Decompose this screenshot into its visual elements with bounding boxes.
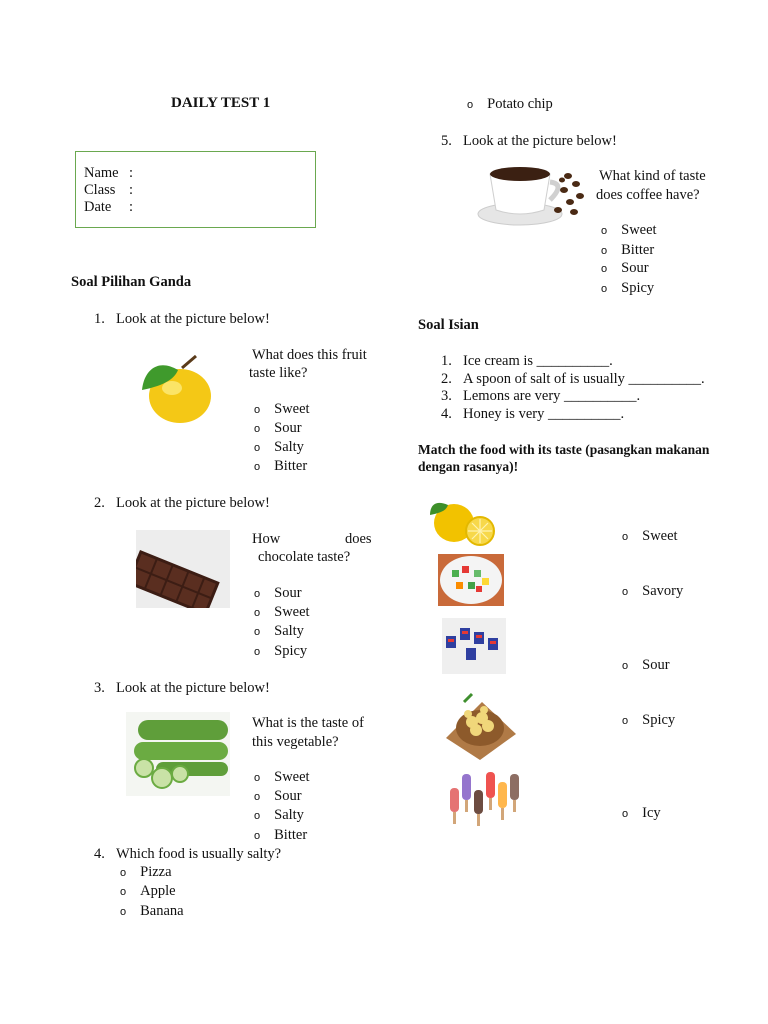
q2-option-3	[254, 622, 304, 641]
match-taste-2-bullet: o	[622, 586, 629, 598]
q3-instruction	[94, 679, 270, 697]
bitter-melon-image	[126, 712, 230, 796]
chocolate-bar-image	[136, 530, 230, 608]
match-taste-1-text: Sweet	[642, 528, 678, 544]
q1-number: 1.	[94, 311, 105, 327]
q2-option-1-text: Sour	[274, 585, 302, 601]
salad-image	[438, 554, 504, 606]
q2-option-1	[254, 584, 302, 603]
q4-option-3	[120, 902, 184, 921]
lemons-image	[428, 493, 496, 547]
q3-instruction-text: Look at the picture below!	[116, 680, 270, 696]
q3-option-2-text: Sour	[274, 788, 302, 804]
fill-item-4	[441, 405, 624, 423]
q2-option-3-text: Salty	[274, 623, 304, 639]
q3-option-3	[254, 806, 304, 825]
q4-number: 4.	[94, 846, 105, 862]
q5-option-4	[601, 279, 654, 298]
class-colon: :	[129, 182, 134, 198]
q1-option-1-bullet: o	[254, 404, 261, 416]
q2-question-word2: does	[345, 531, 372, 547]
q1-option-3	[254, 438, 304, 457]
q1-instruction-text: Look at the picture below!	[116, 311, 270, 327]
q2-number: 2.	[94, 495, 105, 511]
q2-option-1-bullet: o	[254, 588, 261, 600]
q2-option-2-text: Sweet	[274, 604, 310, 620]
q1-option-4-text: Bitter	[274, 458, 308, 474]
q1-instruction	[94, 310, 270, 328]
section-fill-in-heading: Soal Isian	[418, 317, 479, 333]
q5-option-2	[601, 241, 654, 260]
q4-option-1-text: Pizza	[140, 864, 172, 880]
q4-option-2-bullet: o	[120, 886, 127, 898]
spicy-snack-image	[442, 688, 518, 762]
q4-option-2	[120, 882, 176, 901]
match-heading-line2: dengan rasanya)!	[418, 459, 519, 474]
class-label: Class	[84, 182, 116, 198]
ice-lollies-image	[448, 768, 522, 830]
match-taste-2-text: Savory	[642, 583, 684, 599]
fill-item-2-number: 2.	[441, 371, 452, 387]
fill-item-1	[441, 352, 613, 370]
q3-option-1-text: Sweet	[274, 769, 310, 785]
page-title: DAILY TEST 1	[171, 95, 271, 111]
lemon-image	[138, 350, 218, 426]
q1-option-2	[254, 419, 302, 438]
match-taste-3	[622, 656, 670, 675]
fill-item-3-text: Lemons are very __________.	[463, 388, 641, 404]
q5-question-line1: What kind of taste	[599, 168, 706, 184]
q4-option-3-text: Banana	[140, 903, 184, 919]
q3-option-1-bullet: o	[254, 772, 261, 784]
q2-option-4-text: Spicy	[274, 643, 308, 659]
q4-option-2-text: Apple	[140, 883, 176, 899]
q5-option-4-text: Spicy	[621, 280, 655, 296]
q2-instruction	[94, 494, 270, 512]
q4-question	[94, 845, 281, 863]
q4-option-4-text: Potato chip	[487, 96, 553, 112]
q3-question-line2: this vegetable?	[252, 734, 339, 750]
name-label: Name	[84, 165, 119, 181]
q2-option-2-bullet: o	[254, 607, 261, 619]
fill-item-1-text: Ice cream is __________.	[463, 353, 613, 369]
q4-option-4	[467, 95, 553, 114]
q1-option-2-text: Sour	[274, 420, 302, 436]
q4-option-1-bullet: o	[120, 867, 127, 879]
q5-option-1-text: Sweet	[621, 222, 657, 238]
q2-option-3-bullet: o	[254, 626, 261, 638]
fill-item-1-number: 1.	[441, 353, 452, 369]
match-taste-5-text: Icy	[642, 805, 661, 821]
q2-option-2	[254, 603, 310, 622]
q1-option-1-text: Sweet	[274, 401, 310, 417]
q4-option-4-bullet: o	[467, 99, 474, 111]
q1-option-2-bullet: o	[254, 423, 261, 435]
q3-option-3-bullet: o	[254, 810, 261, 822]
q5-number: 5.	[441, 133, 452, 149]
q5-option-1-bullet: o	[601, 225, 608, 237]
name-colon: :	[129, 165, 134, 181]
q5-option-3-bullet: o	[601, 263, 608, 275]
date-label: Date	[84, 199, 112, 215]
q4-question-text: Which food is usually salty?	[116, 846, 282, 862]
q3-option-2	[254, 787, 302, 806]
q4-option-1	[120, 863, 172, 882]
match-taste-3-text: Sour	[642, 657, 670, 673]
q3-option-4-bullet: o	[254, 830, 261, 842]
q1-option-4-bullet: o	[254, 461, 261, 473]
fill-item-2	[441, 370, 705, 388]
q5-question-line2: does coffee have?	[596, 187, 700, 203]
date-colon: :	[129, 199, 134, 215]
q5-option-3-text: Sour	[621, 260, 649, 276]
q3-option-4	[254, 826, 307, 845]
q2-option-4-bullet: o	[254, 646, 261, 658]
q5-instruction	[441, 132, 617, 150]
q4-option-3-bullet: o	[120, 906, 127, 918]
q5-option-2-bullet: o	[601, 245, 608, 257]
match-taste-1	[622, 527, 678, 546]
q2-question-line2: chocolate taste?	[258, 549, 351, 565]
match-taste-4	[622, 711, 675, 730]
q3-number: 3.	[94, 680, 105, 696]
candy-packets-image	[442, 618, 506, 674]
section-multiple-choice-heading: Soal Pilihan Ganda	[71, 274, 192, 290]
q1-question-line1: What does this fruit	[252, 347, 367, 363]
q3-option-1	[254, 768, 310, 787]
match-taste-1-bullet: o	[622, 531, 629, 543]
match-heading-line1: Match the food with its taste (pasangkan makanan	[418, 442, 710, 457]
q1-question-line2: taste like?	[249, 365, 308, 381]
q1-option-3-text: Salty	[274, 439, 304, 455]
match-taste-3-bullet: o	[622, 660, 629, 672]
q3-option-4-text: Bitter	[274, 827, 308, 843]
q2-instruction-text: Look at the picture below!	[116, 495, 270, 511]
coffee-cup-image	[476, 158, 588, 230]
fill-item-3	[441, 387, 640, 405]
match-taste-4-text: Spicy	[642, 712, 676, 728]
q2-option-4	[254, 642, 307, 661]
fill-item-4-text: Honey is very __________.	[463, 406, 625, 422]
match-taste-5	[622, 804, 661, 823]
q5-option-4-bullet: o	[601, 283, 608, 295]
q3-option-2-bullet: o	[254, 791, 261, 803]
fill-item-4-number: 4.	[441, 406, 452, 422]
q5-option-3	[601, 259, 649, 278]
q3-option-3-text: Salty	[274, 807, 304, 823]
q5-option-1	[601, 221, 657, 240]
q1-option-4	[254, 457, 307, 476]
q5-instruction-text: Look at the picture below!	[463, 133, 617, 149]
q5-option-2-text: Bitter	[621, 242, 655, 258]
match-taste-4-bullet: o	[622, 715, 629, 727]
q1-option-3-bullet: o	[254, 442, 261, 454]
fill-item-2-text: A spoon of salt of is usually __________.	[463, 371, 705, 387]
q3-question-line1: What is the taste of	[252, 715, 364, 731]
match-taste-5-bullet: o	[622, 808, 629, 820]
q1-option-1	[254, 400, 310, 419]
match-taste-2	[622, 582, 683, 601]
fill-item-3-number: 3.	[441, 388, 452, 404]
q2-question-word1: How	[252, 531, 281, 547]
